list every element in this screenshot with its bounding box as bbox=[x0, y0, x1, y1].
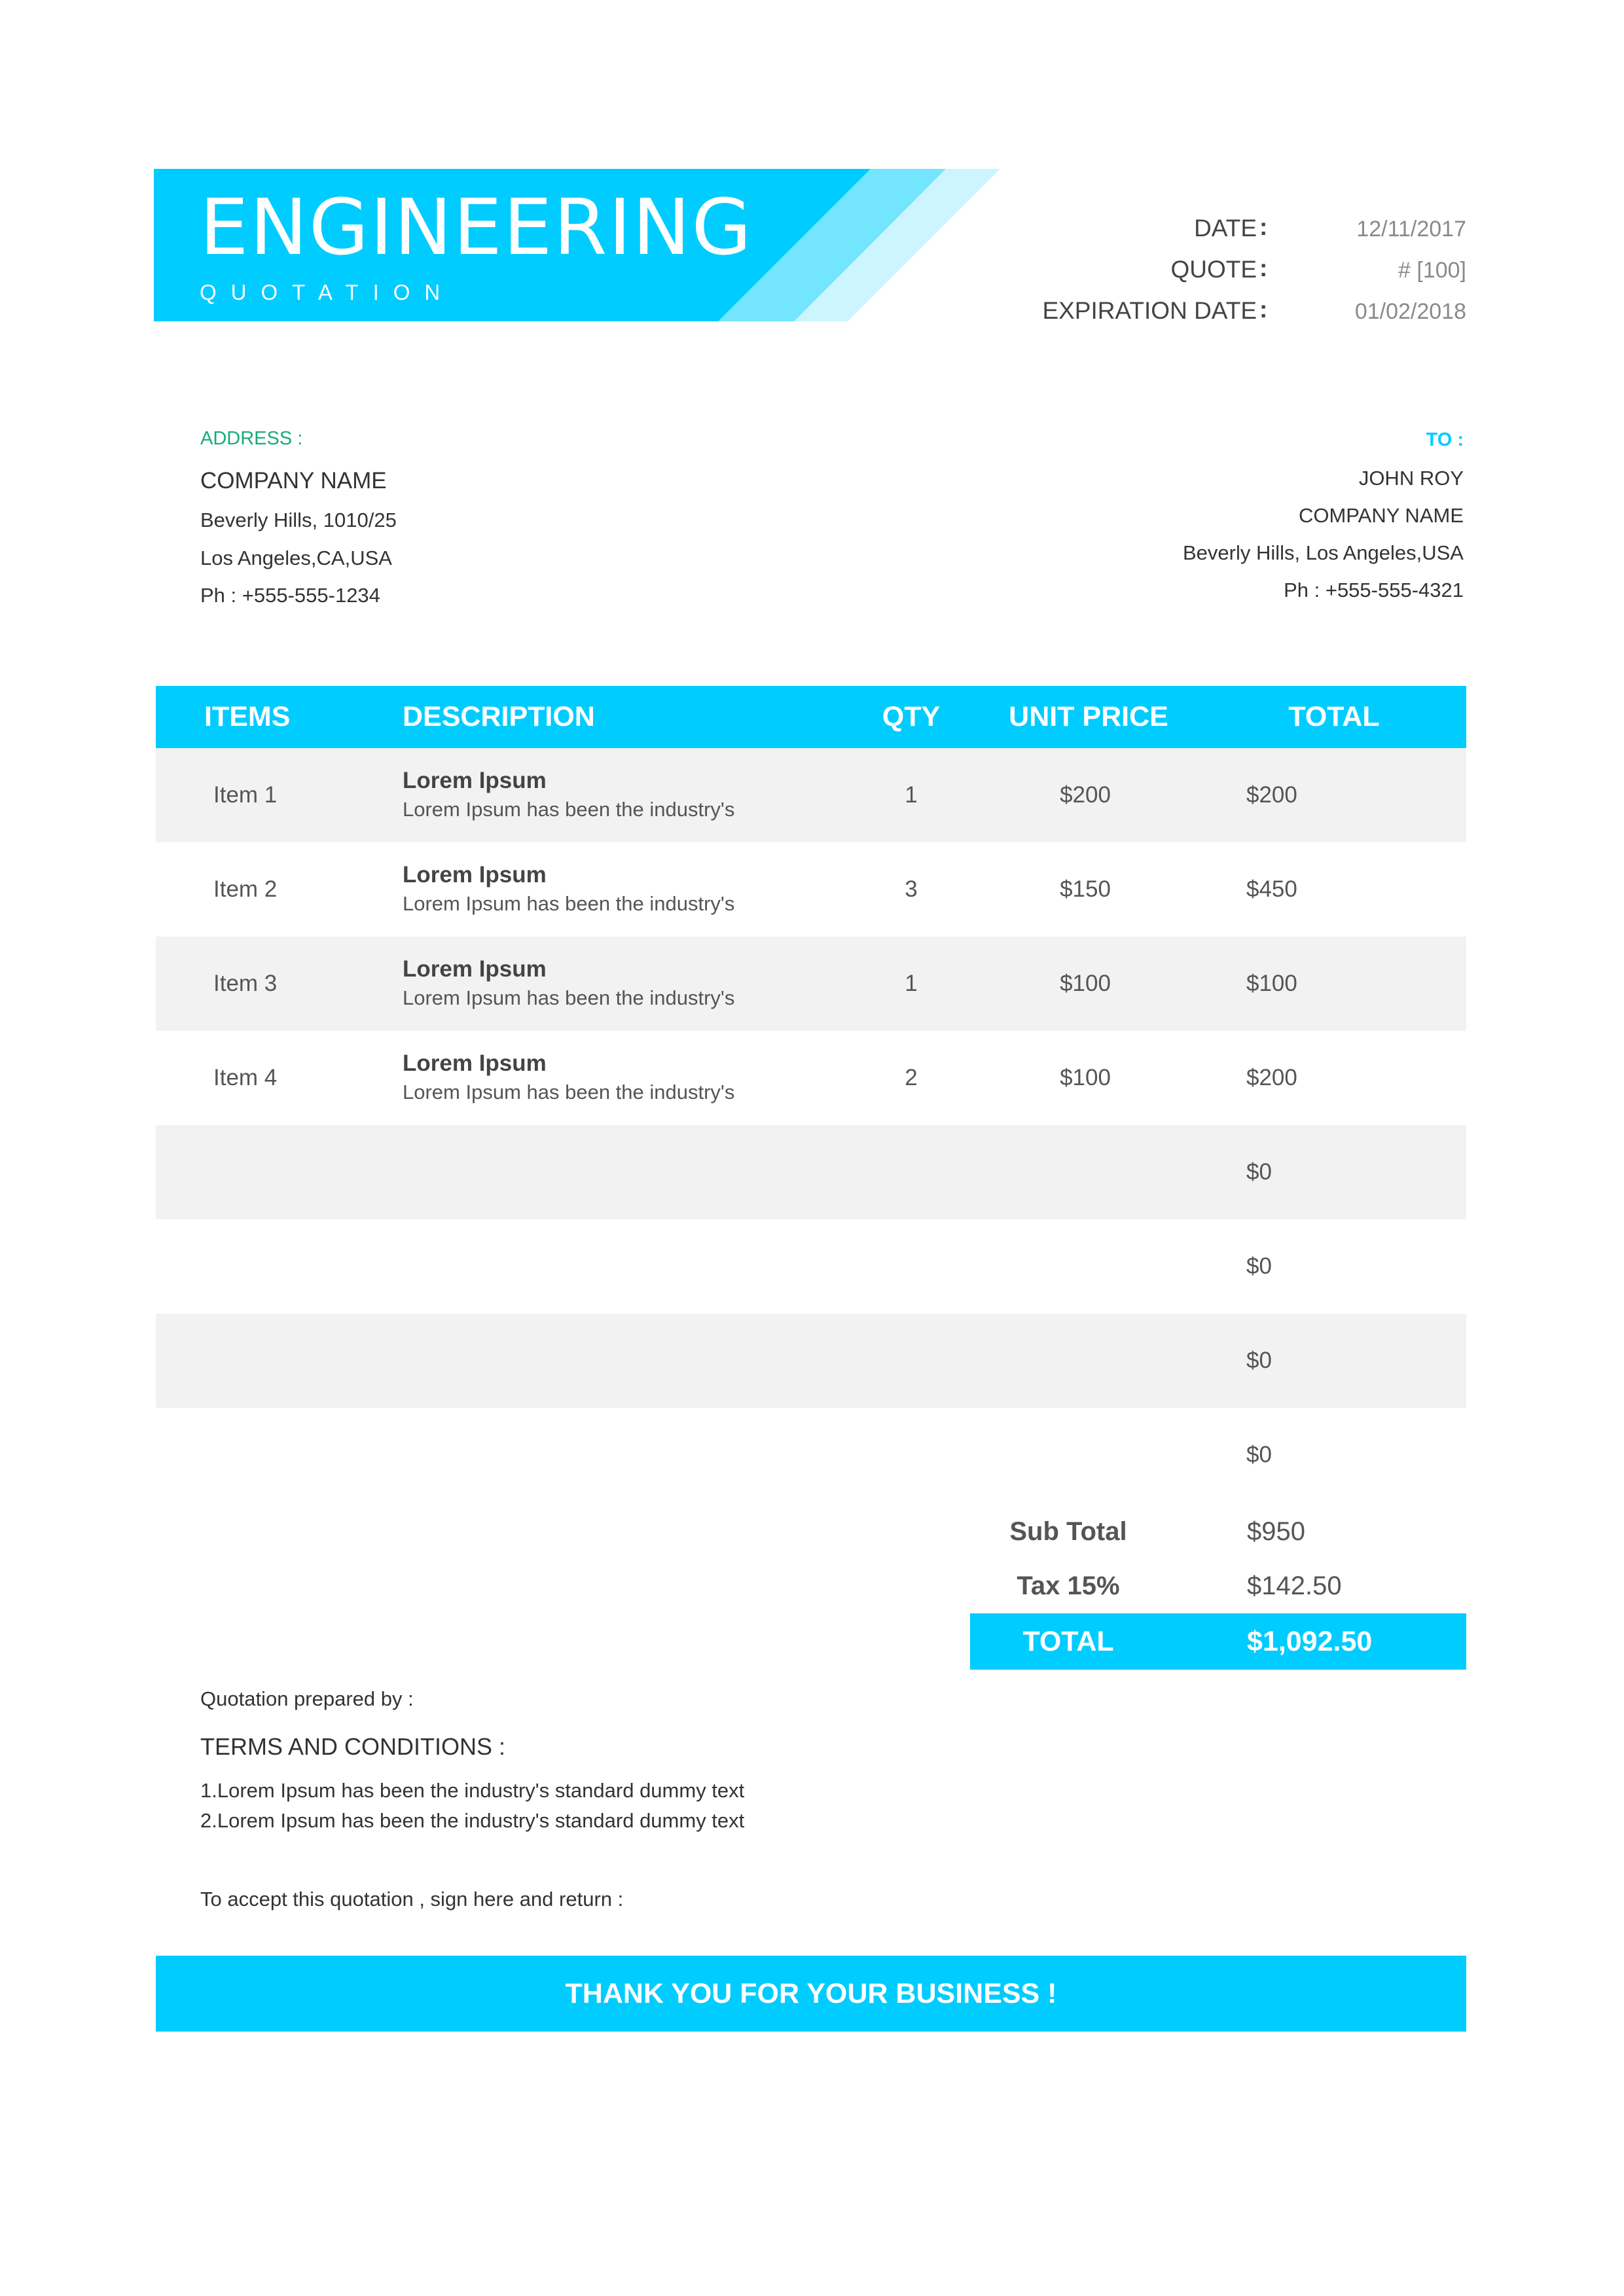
from-phone: Ph : +555-555-1234 bbox=[200, 584, 380, 607]
from-company: COMPANY NAME bbox=[200, 468, 387, 493]
quote-label: QUOTE bbox=[1170, 256, 1257, 283]
quote-colon: : bbox=[1259, 255, 1268, 281]
to-label: TO : bbox=[1426, 429, 1464, 450]
row-qty: 3 bbox=[905, 876, 918, 902]
meta-date-row bbox=[982, 215, 1257, 247]
row-desc-title: Lorem Ipsum bbox=[403, 768, 547, 793]
row-unit-price: $100 bbox=[1060, 1065, 1111, 1090]
expiration-value: 01/02/2018 bbox=[1354, 299, 1466, 324]
row-total: $0 bbox=[1246, 1159, 1272, 1185]
table-row bbox=[156, 1219, 1466, 1314]
row-desc-text: Lorem Ipsum has been the industry's bbox=[403, 892, 735, 915]
table-row bbox=[156, 1408, 1466, 1502]
row-total: $200 bbox=[1246, 1065, 1297, 1090]
row-qty: 1 bbox=[905, 782, 918, 808]
table-row bbox=[156, 1125, 1466, 1219]
row-item: Item 3 bbox=[213, 971, 278, 996]
terms-heading: TERMS AND CONDITIONS : bbox=[200, 1733, 506, 1760]
row-desc-title: Lorem Ipsum bbox=[403, 862, 547, 888]
to-phone: Ph : +555-555-4321 bbox=[1284, 579, 1464, 601]
items-table bbox=[156, 686, 1466, 1502]
date-value: 12/11/2017 bbox=[1356, 217, 1466, 242]
table-row bbox=[156, 748, 1466, 842]
subtotal-label: Sub Total bbox=[1009, 1517, 1127, 1546]
from-line1: Beverly Hills, 1010/25 bbox=[200, 509, 397, 531]
row-desc-text: Lorem Ipsum has been the industry's bbox=[403, 986, 735, 1009]
table-row bbox=[156, 1031, 1466, 1125]
to-name: JOHN ROY bbox=[1358, 467, 1464, 490]
tax-label: Tax 15% bbox=[1017, 1571, 1120, 1600]
row-total: $0 bbox=[1246, 1442, 1272, 1467]
row-qty: 2 bbox=[905, 1065, 918, 1090]
quote-value: # [100] bbox=[1398, 258, 1466, 283]
meta-quote-row bbox=[982, 256, 1257, 289]
row-item: Item 1 bbox=[213, 782, 278, 808]
expiration-label: EXPIRATION DATE bbox=[1042, 297, 1257, 324]
date-colon: : bbox=[1259, 213, 1268, 240]
thank-you-banner bbox=[156, 1956, 1466, 2032]
prepared-by: Quotation prepared by : bbox=[200, 1687, 414, 1710]
subtotal-value: $950 bbox=[1247, 1517, 1305, 1546]
document-subtitle: QUOTATION bbox=[200, 280, 455, 304]
row-desc-text: Lorem Ipsum has been the industry's bbox=[403, 798, 735, 821]
term-2: 2.Lorem Ipsum has been the industry's standard dummy text bbox=[200, 1809, 745, 1832]
header-description: DESCRIPTION bbox=[403, 701, 595, 732]
table-row bbox=[156, 937, 1466, 1031]
row-item: Item 4 bbox=[213, 1065, 278, 1090]
row-desc-title: Lorem Ipsum bbox=[403, 956, 547, 982]
header-qty: QTY bbox=[882, 701, 941, 732]
term-1: 1.Lorem Ipsum has been the industry's standard dummy text bbox=[200, 1779, 745, 1802]
tax-value: $142.50 bbox=[1247, 1571, 1342, 1600]
row-total: $0 bbox=[1246, 1253, 1272, 1279]
expiration-colon: : bbox=[1259, 296, 1268, 323]
grand-total-value: $1,092.50 bbox=[1247, 1626, 1373, 1657]
table-row bbox=[156, 842, 1466, 937]
row-total: $200 bbox=[1246, 782, 1297, 808]
grand-total-label: TOTAL bbox=[1022, 1626, 1114, 1657]
date-label: DATE bbox=[1194, 215, 1257, 242]
row-desc-title: Lorem Ipsum bbox=[403, 1050, 547, 1076]
row-unit-price: $100 bbox=[1060, 971, 1111, 996]
accept-instructions: To accept this quotation , sign here and return : bbox=[200, 1888, 624, 1910]
row-unit-price: $150 bbox=[1060, 876, 1111, 902]
table-row bbox=[156, 1314, 1466, 1408]
from-line2: Los Angeles,CA,USA bbox=[200, 547, 392, 569]
thank-you-text: THANK YOU FOR YOUR BUSINESS ! bbox=[565, 1978, 1057, 2009]
row-item: Item 2 bbox=[213, 876, 278, 902]
grand-total-bar bbox=[970, 1613, 1466, 1670]
row-total: $100 bbox=[1246, 971, 1297, 996]
header-unit-price: UNIT PRICE bbox=[1009, 701, 1168, 732]
row-unit-price: $200 bbox=[1060, 782, 1111, 808]
address-label: ADDRESS : bbox=[200, 428, 303, 449]
document-title: ENGINEERING bbox=[200, 182, 753, 272]
row-total: $0 bbox=[1246, 1348, 1272, 1373]
meta-expiration-row bbox=[916, 297, 1257, 330]
to-address-line: Beverly Hills, Los Angeles,USA bbox=[1182, 541, 1464, 564]
header-total: TOTAL bbox=[1288, 701, 1380, 732]
table-header bbox=[156, 686, 1466, 748]
header-items: ITEMS bbox=[204, 701, 291, 732]
row-total: $450 bbox=[1246, 876, 1297, 902]
row-qty: 1 bbox=[905, 971, 918, 996]
to-company: COMPANY NAME bbox=[1298, 504, 1464, 527]
row-desc-text: Lorem Ipsum has been the industry's bbox=[403, 1081, 735, 1103]
